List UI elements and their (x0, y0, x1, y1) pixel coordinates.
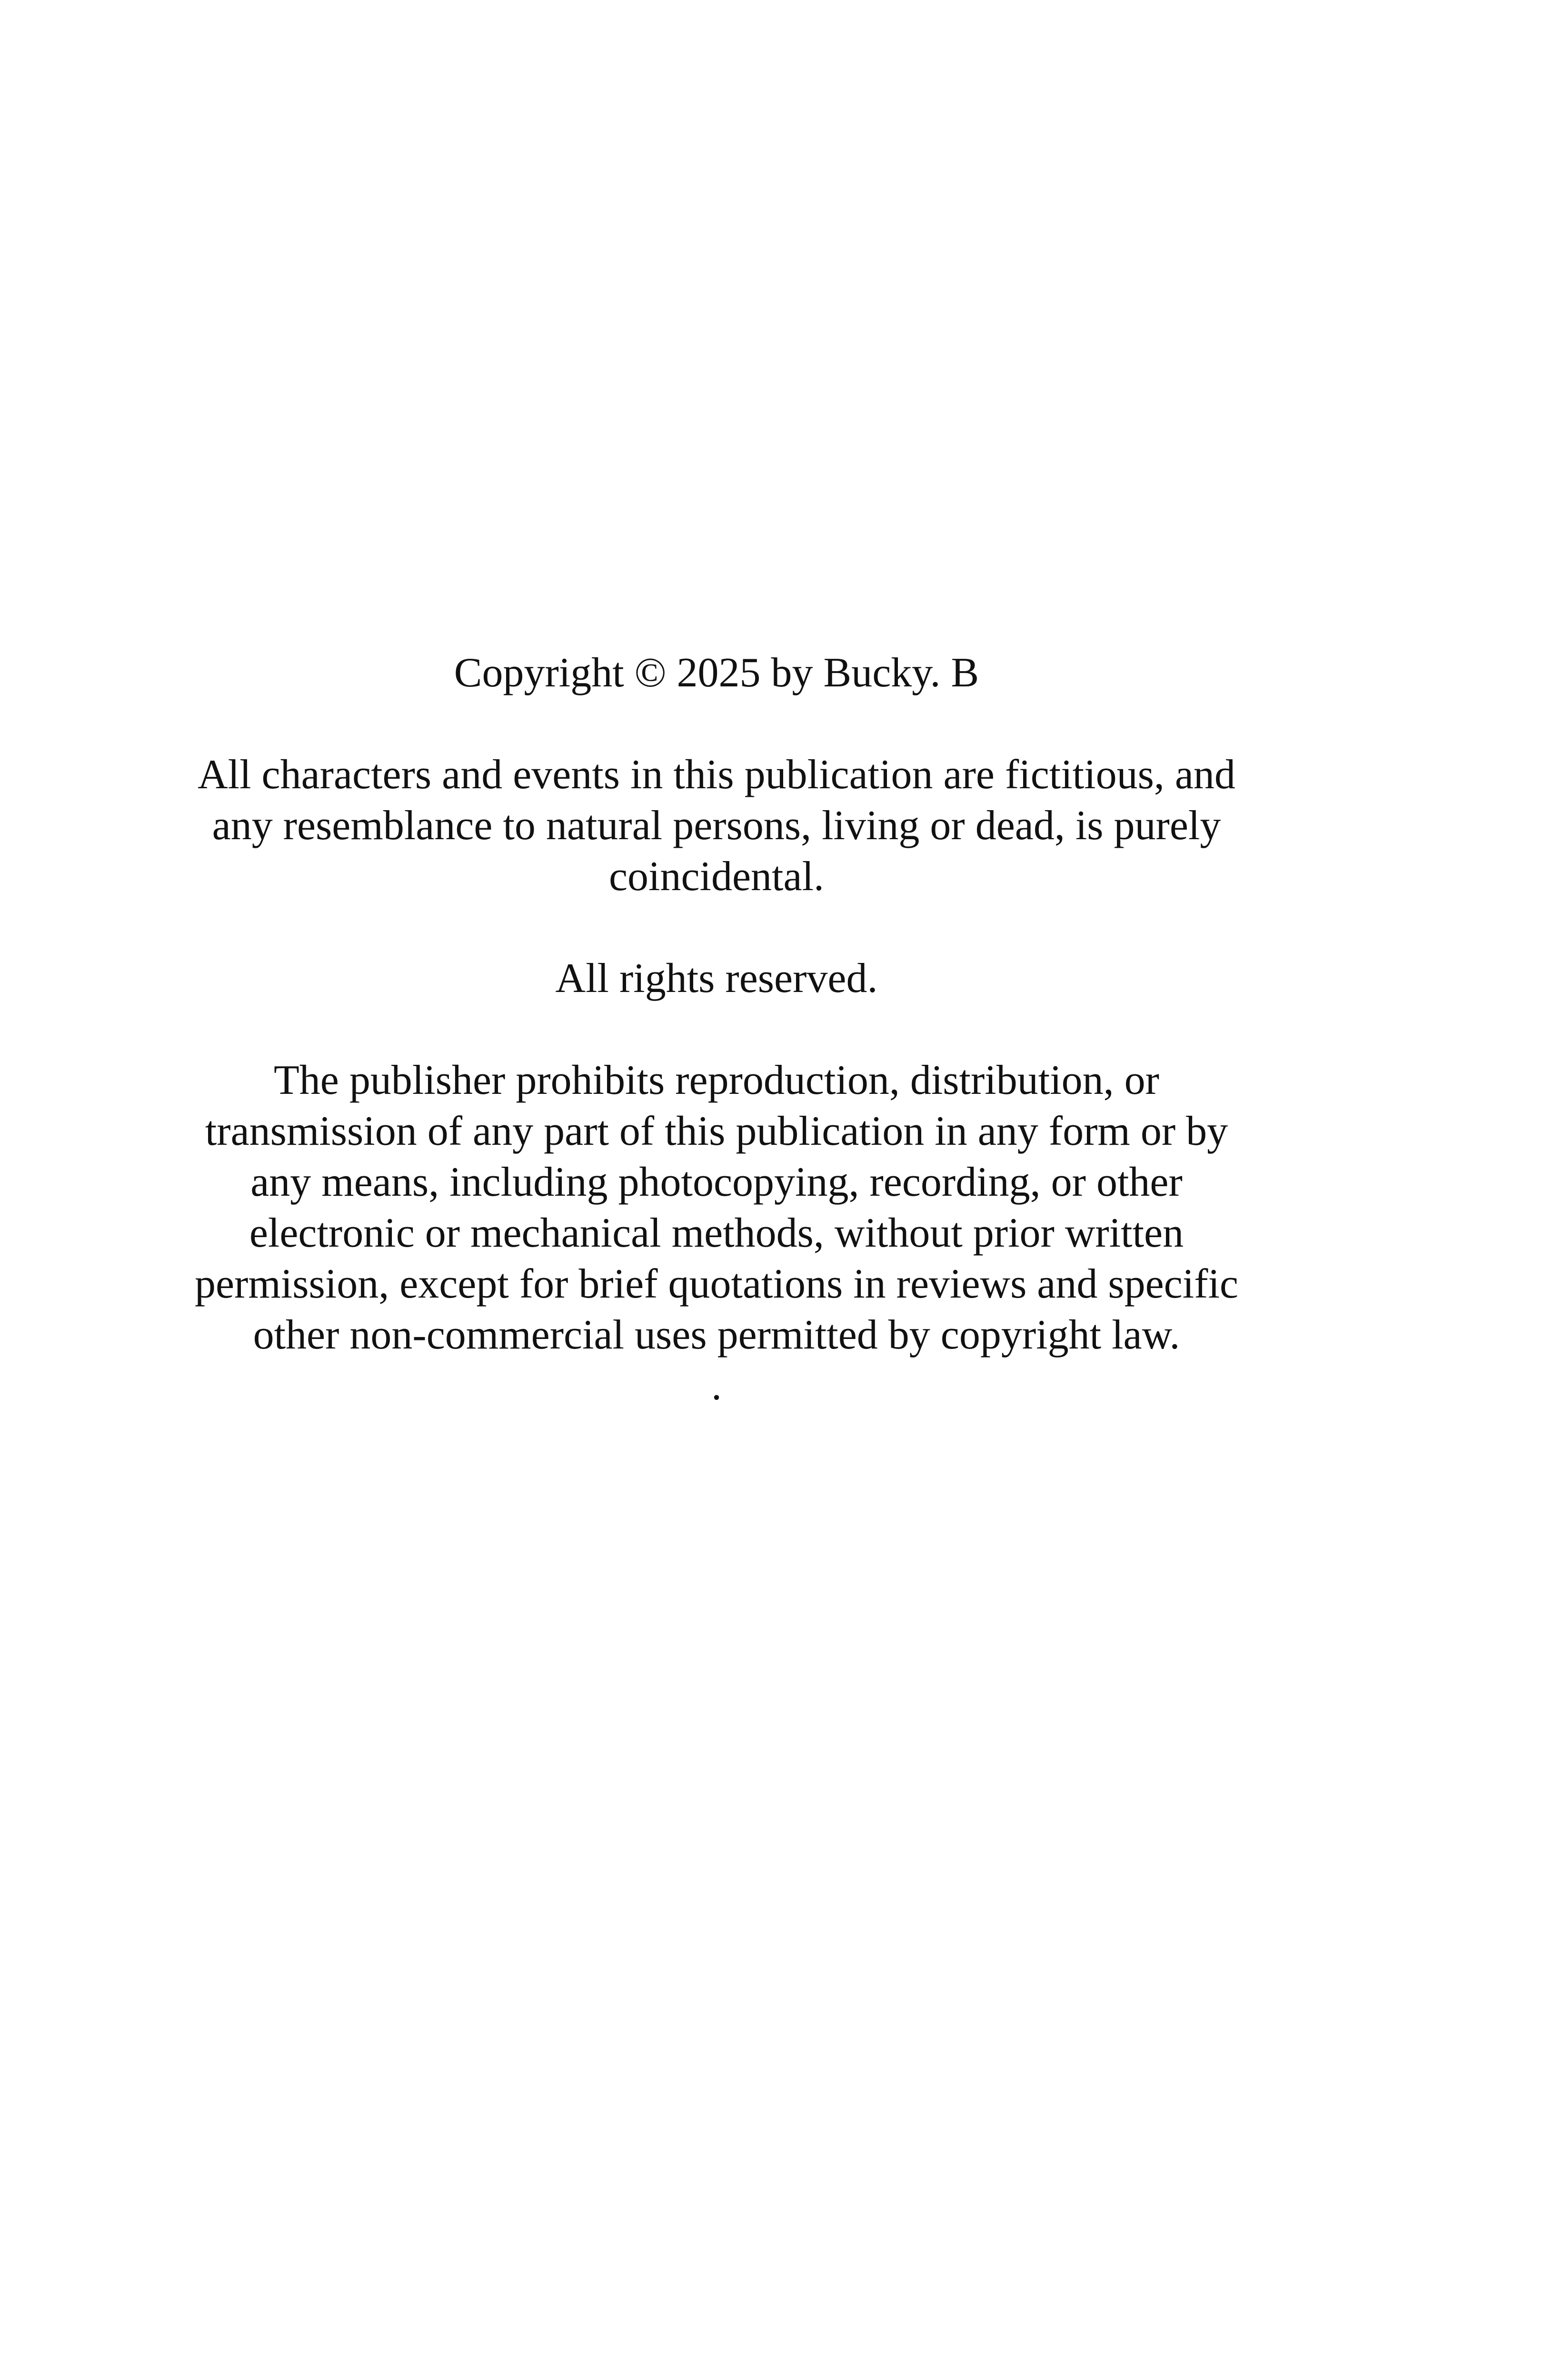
reproduction-notice (0, 1055, 1433, 1411)
reproduction-notice-line: The publisher prohibits reproduction, distribution, or (274, 1057, 1159, 1103)
reproduction-notice-line: permission, except for brief quotations in reviews and specific (194, 1261, 1238, 1307)
rights-reserved-text: All rights reserved. (555, 955, 878, 1002)
paragraph-spacer (0, 1004, 1433, 1055)
rights-reserved (0, 953, 1433, 1004)
copyright-line (0, 647, 1433, 698)
copyright-line-text: Copyright © 2025 by Bucky. B (454, 650, 979, 696)
reproduction-notice-line: other non-commercial uses permitted by copyright law. (253, 1312, 1180, 1358)
reproduction-notice-line: any means, including photocopying, recording, or other (250, 1159, 1183, 1205)
reproduction-notice-line: transmission of any part of this publication in any form or by (205, 1108, 1228, 1154)
paragraph-spacer (0, 698, 1433, 749)
fiction-disclaimer-line: coincidental. (608, 853, 825, 900)
fiction-disclaimer-line: All characters and events in this publication are fictitious, and (198, 752, 1235, 798)
paragraph-spacer (0, 902, 1433, 953)
reproduction-notice-line: electronic or mechanical methods, without prior written (249, 1210, 1184, 1256)
trailing-period: . (711, 1363, 722, 1409)
fiction-disclaimer-line: any resemblance to natural persons, living or dead, is purely (212, 803, 1221, 849)
copyright-notice-block (0, 647, 1433, 1411)
fiction-disclaimer (0, 749, 1433, 902)
